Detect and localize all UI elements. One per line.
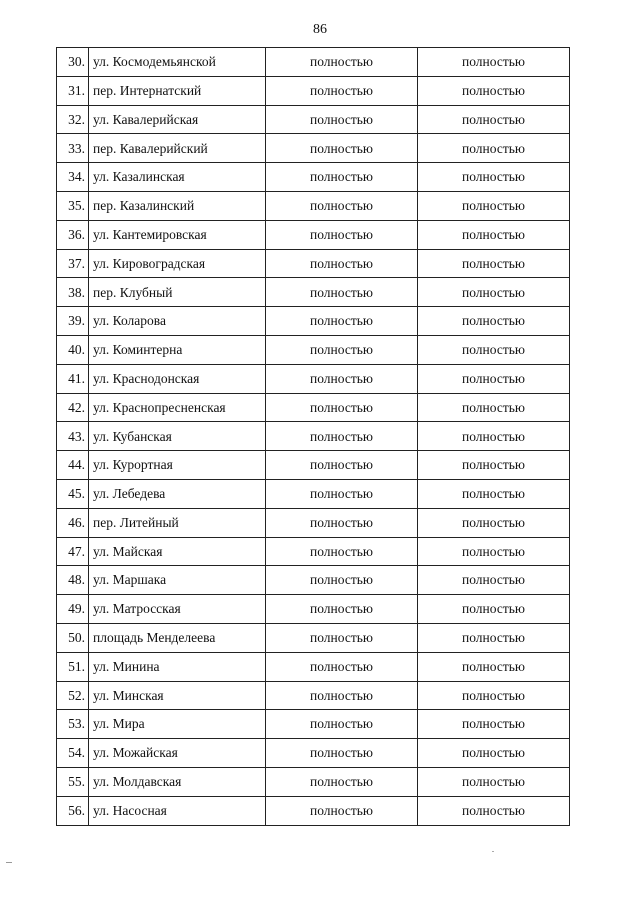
coverage-status: полностью — [266, 739, 418, 768]
coverage-status: полностью — [266, 508, 418, 537]
table-row — [57, 105, 570, 134]
table-row — [57, 393, 570, 422]
coverage-status-alt: полностью — [418, 105, 570, 134]
row-number: 40. — [57, 335, 89, 364]
street-name: пер. Интернатский — [89, 76, 266, 105]
table-row — [57, 767, 570, 796]
coverage-status-alt: полностью — [418, 623, 570, 652]
coverage-status: полностью — [266, 105, 418, 134]
street-name: ул. Молдавская — [89, 767, 266, 796]
coverage-status: полностью — [266, 134, 418, 163]
street-name: ул. Мира — [89, 710, 266, 739]
table-row — [57, 163, 570, 192]
coverage-status-alt: полностью — [418, 508, 570, 537]
coverage-status: полностью — [266, 364, 418, 393]
row-number: 41. — [57, 364, 89, 393]
street-name: ул. Матросская — [89, 595, 266, 624]
coverage-status: полностью — [266, 451, 418, 480]
coverage-status-alt: полностью — [418, 48, 570, 77]
table-row — [57, 739, 570, 768]
street-name: ул. Лебедева — [89, 479, 266, 508]
table-row — [57, 335, 570, 364]
table-row — [57, 364, 570, 393]
coverage-status: полностью — [266, 48, 418, 77]
coverage-status: полностью — [266, 191, 418, 220]
row-number: 35. — [57, 191, 89, 220]
street-name: ул. Курортная — [89, 451, 266, 480]
row-number: 32. — [57, 105, 89, 134]
row-number: 47. — [57, 537, 89, 566]
coverage-status: полностью — [266, 767, 418, 796]
row-number: 48. — [57, 566, 89, 595]
table-row — [57, 451, 570, 480]
coverage-status: полностью — [266, 595, 418, 624]
coverage-status: полностью — [266, 393, 418, 422]
row-number: 53. — [57, 710, 89, 739]
street-name: ул. Кировоградская — [89, 249, 266, 278]
street-name: пер. Клубный — [89, 278, 266, 307]
coverage-status: полностью — [266, 335, 418, 364]
table-row — [57, 796, 570, 825]
table-row — [57, 134, 570, 163]
coverage-status-alt: полностью — [418, 76, 570, 105]
table-row — [57, 191, 570, 220]
coverage-status-alt: полностью — [418, 796, 570, 825]
row-number: 39. — [57, 307, 89, 336]
coverage-status: полностью — [266, 76, 418, 105]
row-number: 55. — [57, 767, 89, 796]
row-number: 49. — [57, 595, 89, 624]
coverage-status: полностью — [266, 278, 418, 307]
row-number: 34. — [57, 163, 89, 192]
row-number: 37. — [57, 249, 89, 278]
coverage-status: полностью — [266, 681, 418, 710]
streets-table — [56, 47, 570, 826]
street-name: ул. Насосная — [89, 796, 266, 825]
table-row — [57, 652, 570, 681]
coverage-status-alt: полностью — [418, 739, 570, 768]
coverage-status-alt: полностью — [418, 652, 570, 681]
table-row — [57, 595, 570, 624]
coverage-status-alt: полностью — [418, 451, 570, 480]
coverage-status: полностью — [266, 566, 418, 595]
street-name: ул. Кавалерийская — [89, 105, 266, 134]
row-number: 38. — [57, 278, 89, 307]
row-number: 33. — [57, 134, 89, 163]
row-number: 52. — [57, 681, 89, 710]
coverage-status: полностью — [266, 537, 418, 566]
row-number: 51. — [57, 652, 89, 681]
coverage-status-alt: полностью — [418, 479, 570, 508]
table-row — [57, 566, 570, 595]
street-name: ул. Краснопресненская — [89, 393, 266, 422]
coverage-status: полностью — [266, 220, 418, 249]
street-name: площадь Менделеева — [89, 623, 266, 652]
street-name: ул. Майская — [89, 537, 266, 566]
coverage-status-alt: полностью — [418, 422, 570, 451]
coverage-status: полностью — [266, 163, 418, 192]
street-name: ул. Коларова — [89, 307, 266, 336]
coverage-status-alt: полностью — [418, 595, 570, 624]
coverage-status-alt: полностью — [418, 537, 570, 566]
street-name: ул. Кантемировская — [89, 220, 266, 249]
row-number: 45. — [57, 479, 89, 508]
table-row — [57, 623, 570, 652]
table-row — [57, 307, 570, 336]
row-number: 42. — [57, 393, 89, 422]
street-name: пер. Литейный — [89, 508, 266, 537]
table-row — [57, 278, 570, 307]
row-number: 30. — [57, 48, 89, 77]
coverage-status-alt: полностью — [418, 393, 570, 422]
coverage-status-alt: полностью — [418, 767, 570, 796]
table-row — [57, 710, 570, 739]
row-number: 36. — [57, 220, 89, 249]
table-row — [57, 48, 570, 77]
table-row — [57, 508, 570, 537]
coverage-status-alt: полностью — [418, 566, 570, 595]
street-name: ул. Можайская — [89, 739, 266, 768]
scan-mark — [6, 862, 12, 863]
coverage-status-alt: полностью — [418, 307, 570, 336]
table-row — [57, 249, 570, 278]
row-number: 54. — [57, 739, 89, 768]
coverage-status: полностью — [266, 796, 418, 825]
coverage-status: полностью — [266, 710, 418, 739]
table-row — [57, 681, 570, 710]
coverage-status-alt: полностью — [418, 220, 570, 249]
table-row — [57, 76, 570, 105]
street-name: ул. Казалинская — [89, 163, 266, 192]
coverage-status-alt: полностью — [418, 364, 570, 393]
row-number: 50. — [57, 623, 89, 652]
coverage-status: полностью — [266, 623, 418, 652]
row-number: 31. — [57, 76, 89, 105]
row-number: 44. — [57, 451, 89, 480]
table-row — [57, 422, 570, 451]
street-name: пер. Кавалерийский — [89, 134, 266, 163]
coverage-status-alt: полностью — [418, 134, 570, 163]
street-name: ул. Минская — [89, 681, 266, 710]
coverage-status: полностью — [266, 307, 418, 336]
table-body — [57, 48, 570, 826]
row-number: 46. — [57, 508, 89, 537]
coverage-status: полностью — [266, 249, 418, 278]
coverage-status-alt: полностью — [418, 278, 570, 307]
coverage-status-alt: полностью — [418, 681, 570, 710]
street-name: ул. Краснодонская — [89, 364, 266, 393]
coverage-status-alt: полностью — [418, 710, 570, 739]
coverage-status: полностью — [266, 652, 418, 681]
table-row — [57, 479, 570, 508]
coverage-status-alt: полностью — [418, 249, 570, 278]
street-name: пер. Казалинский — [89, 191, 266, 220]
page-number: 86 — [313, 22, 327, 37]
coverage-status-alt: полностью — [418, 335, 570, 364]
scan-mark — [492, 851, 494, 852]
coverage-status: полностью — [266, 422, 418, 451]
row-number: 43. — [57, 422, 89, 451]
street-name: ул. Маршака — [89, 566, 266, 595]
street-name: ул. Кубанская — [89, 422, 266, 451]
coverage-status-alt: полностью — [418, 163, 570, 192]
table-row — [57, 537, 570, 566]
row-number: 56. — [57, 796, 89, 825]
coverage-status-alt: полностью — [418, 191, 570, 220]
street-name: ул. Космодемьянской — [89, 48, 266, 77]
coverage-status: полностью — [266, 479, 418, 508]
street-name: ул. Коминтерна — [89, 335, 266, 364]
street-name: ул. Минина — [89, 652, 266, 681]
table-row — [57, 220, 570, 249]
